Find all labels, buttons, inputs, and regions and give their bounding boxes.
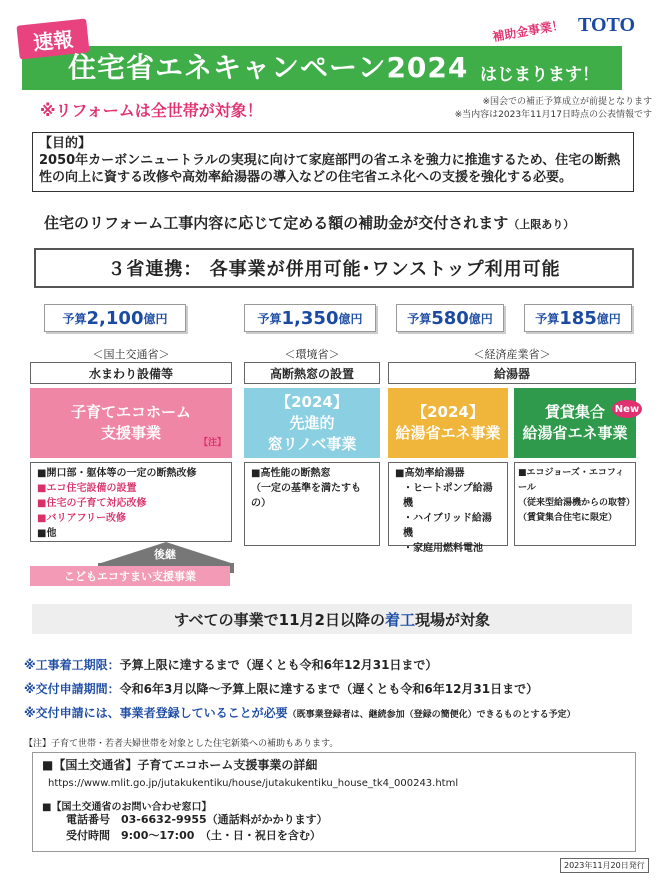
program-line: 賃貸集合 bbox=[544, 403, 605, 421]
detail-item: ■エコ住宅設備の設置 bbox=[37, 483, 137, 494]
contact-phone: 電話番号 03-6632-9955（通話料がかかります） bbox=[66, 813, 328, 826]
purpose-text: 2050年カーボンニュートラルの実現に向けて家庭部門の省エネを強力に推進するため、住宅の断熱性の向上に資する改修や高効率給湯器の導入などの住宅省エネ化への支援を強化する必要。 bbox=[39, 153, 621, 185]
program-line: 先進的 bbox=[289, 413, 335, 432]
header-notes bbox=[420, 96, 652, 122]
rule-text: 予算上限に達するまで（遅くとも令和6年12月31日まで） bbox=[119, 658, 438, 672]
detail-item: ・ヒートポンプ給湯機 bbox=[403, 483, 493, 509]
successor-label: 後継 bbox=[154, 548, 176, 561]
detail-item: ■開口部・躯体等の一定の断熱改修 bbox=[37, 468, 197, 479]
budget-mlit bbox=[44, 304, 186, 332]
reform-all-households: ※リフォームは全世帯が対象！ bbox=[40, 101, 263, 120]
purpose-box bbox=[32, 132, 634, 192]
rule-text: 令和6年3月以降～予算上限に達するまで（遅くとも令和6年12月31日まで） bbox=[119, 682, 539, 696]
program-line: 【2024】 bbox=[276, 392, 348, 411]
sokuho-badge: 速報 bbox=[16, 18, 89, 59]
rule-label: ※交付申請期間： bbox=[24, 682, 120, 696]
budget-unit: 億円 bbox=[468, 311, 493, 326]
program-kosodate bbox=[30, 388, 232, 458]
contact-title: ■【国土交通省】子育てエコホーム支援事業の詳細 bbox=[42, 758, 318, 772]
detail-item: ・ハイブリッド給湯機 bbox=[403, 513, 492, 539]
lead-main: 住宅のリフォーム工事内容に応じて定める額の補助金が交付されます bbox=[44, 214, 509, 232]
banner-post: 現場が対象 bbox=[415, 610, 491, 629]
budget-prefix: 予算 bbox=[407, 311, 432, 326]
detail-item: ■エコジョーズ・エコフィール bbox=[518, 468, 625, 493]
budget-unit: 億円 bbox=[338, 311, 363, 326]
detail-item: ■バリアフリー改修 bbox=[37, 513, 127, 524]
lead-text bbox=[44, 212, 644, 233]
detail-item: （従来型給湯機からの取替） bbox=[518, 498, 636, 508]
budget-unit: 億円 bbox=[143, 311, 168, 326]
contact-window: ■【国土交通省のお問い合わせ窓口】 bbox=[42, 802, 212, 813]
previous-program: こどもエコすまい支援事業 bbox=[30, 566, 230, 586]
category-water: 水まわり設備等 bbox=[30, 362, 232, 384]
program-line: 給湯省エネ事業 bbox=[522, 424, 628, 442]
category-heater: 給湯器 bbox=[388, 362, 636, 384]
ministry-env: ＜環境省＞ bbox=[284, 348, 340, 361]
program-chintai bbox=[514, 388, 636, 458]
new-badge: New bbox=[612, 400, 642, 418]
detail-item: （一定の基準を満たすもの） bbox=[251, 483, 361, 509]
detail-item: （賃貸集合住宅に限定） bbox=[518, 513, 618, 523]
issued-date: 2023年11月20日発行 bbox=[560, 858, 649, 873]
detail-item: ■高性能の断熱窓 bbox=[251, 468, 331, 479]
program-line: 窓リノベ事業 bbox=[267, 434, 357, 453]
details-kosodate bbox=[30, 462, 232, 542]
program-mado bbox=[244, 388, 380, 458]
details-mado bbox=[244, 462, 380, 546]
detail-item: ■高効率給湯器 bbox=[395, 468, 465, 479]
program-note: 【注】 bbox=[198, 438, 226, 448]
banner-highlight: 着工 bbox=[384, 610, 415, 629]
contact-url-link[interactable]: https://www.mlit.go.jp/jutakukentiku/house/jutakukentiku_house_tk4_000243.html bbox=[48, 778, 459, 789]
title-suffix: はじまります！ bbox=[480, 65, 599, 85]
rule-text: （既事業登録者は、継続参加（登録の簡便化）できるものとする予定） bbox=[287, 710, 576, 720]
rule-construction-deadline bbox=[24, 656, 437, 673]
budget-amount: 185 bbox=[559, 307, 597, 329]
details-kyuto bbox=[388, 462, 508, 554]
program-kyuto bbox=[388, 388, 508, 458]
budget-amount: 1,350 bbox=[281, 307, 339, 329]
ministry-meti: ＜経済産業省＞ bbox=[473, 348, 551, 361]
budget-unit: 億円 bbox=[596, 311, 621, 326]
rule-label: ※交付申請には、事業者登録していることが必要 bbox=[24, 706, 288, 720]
rule-label: ※工事着工期限： bbox=[24, 658, 120, 672]
brand-logo: TOTO bbox=[578, 14, 636, 36]
note-2: ※当内容は2023年11月17日時点の公表情報です bbox=[454, 110, 652, 120]
page-title: 住宅省エネキャンペーン2024 bbox=[68, 51, 469, 84]
contact-hours: 受付時間 9:00～17:00 （土・日・祝日を含む） bbox=[66, 829, 321, 842]
budget-meti-1 bbox=[396, 304, 504, 332]
note-1: ※国会での補正予算成立が前提となります bbox=[482, 97, 652, 107]
program-line: 【2024】 bbox=[412, 403, 484, 421]
budget-amount: 2,100 bbox=[86, 307, 144, 329]
details-chintai bbox=[514, 462, 636, 546]
program-line: 子育てエコホーム bbox=[70, 403, 191, 421]
budget-prefix: 予算 bbox=[62, 311, 87, 326]
rule-registration bbox=[24, 704, 576, 721]
lead-limit: （上限あり） bbox=[508, 218, 575, 231]
detail-item: ■他 bbox=[37, 528, 57, 539]
ministry-mlit: ＜国土交通省＞ bbox=[92, 348, 170, 361]
renkei-banner: ３省連携： 各事業が併用可能･ワンストップ利用可能 bbox=[34, 248, 634, 288]
budget-prefix: 予算 bbox=[257, 311, 282, 326]
budget-amount: 580 bbox=[431, 307, 469, 329]
rule-application-period bbox=[24, 680, 538, 697]
program-line: 支援事業 bbox=[100, 424, 161, 442]
detail-item: ・家庭用燃料電池 bbox=[403, 543, 483, 554]
purpose-label: 【目的】 bbox=[39, 136, 92, 151]
budget-prefix: 予算 bbox=[535, 311, 560, 326]
category-window: 高断熱窓の設置 bbox=[244, 362, 380, 384]
contact-details bbox=[66, 812, 328, 844]
program-line: 給湯省エネ事業 bbox=[395, 424, 501, 442]
budget-meti-2 bbox=[524, 304, 632, 332]
all-projects-banner bbox=[32, 604, 632, 634]
subsidy-tag: 補助金事業！ bbox=[491, 17, 565, 45]
banner-pre: すべての事業で11月2日以降の bbox=[173, 610, 385, 629]
footnote: 【注】子育て世帯・若者夫婦世帯を対象とした住宅新築への補助もあります。 bbox=[24, 739, 339, 749]
budget-env bbox=[244, 304, 376, 332]
detail-item: ■住宅の子育て対応改修 bbox=[37, 498, 147, 509]
